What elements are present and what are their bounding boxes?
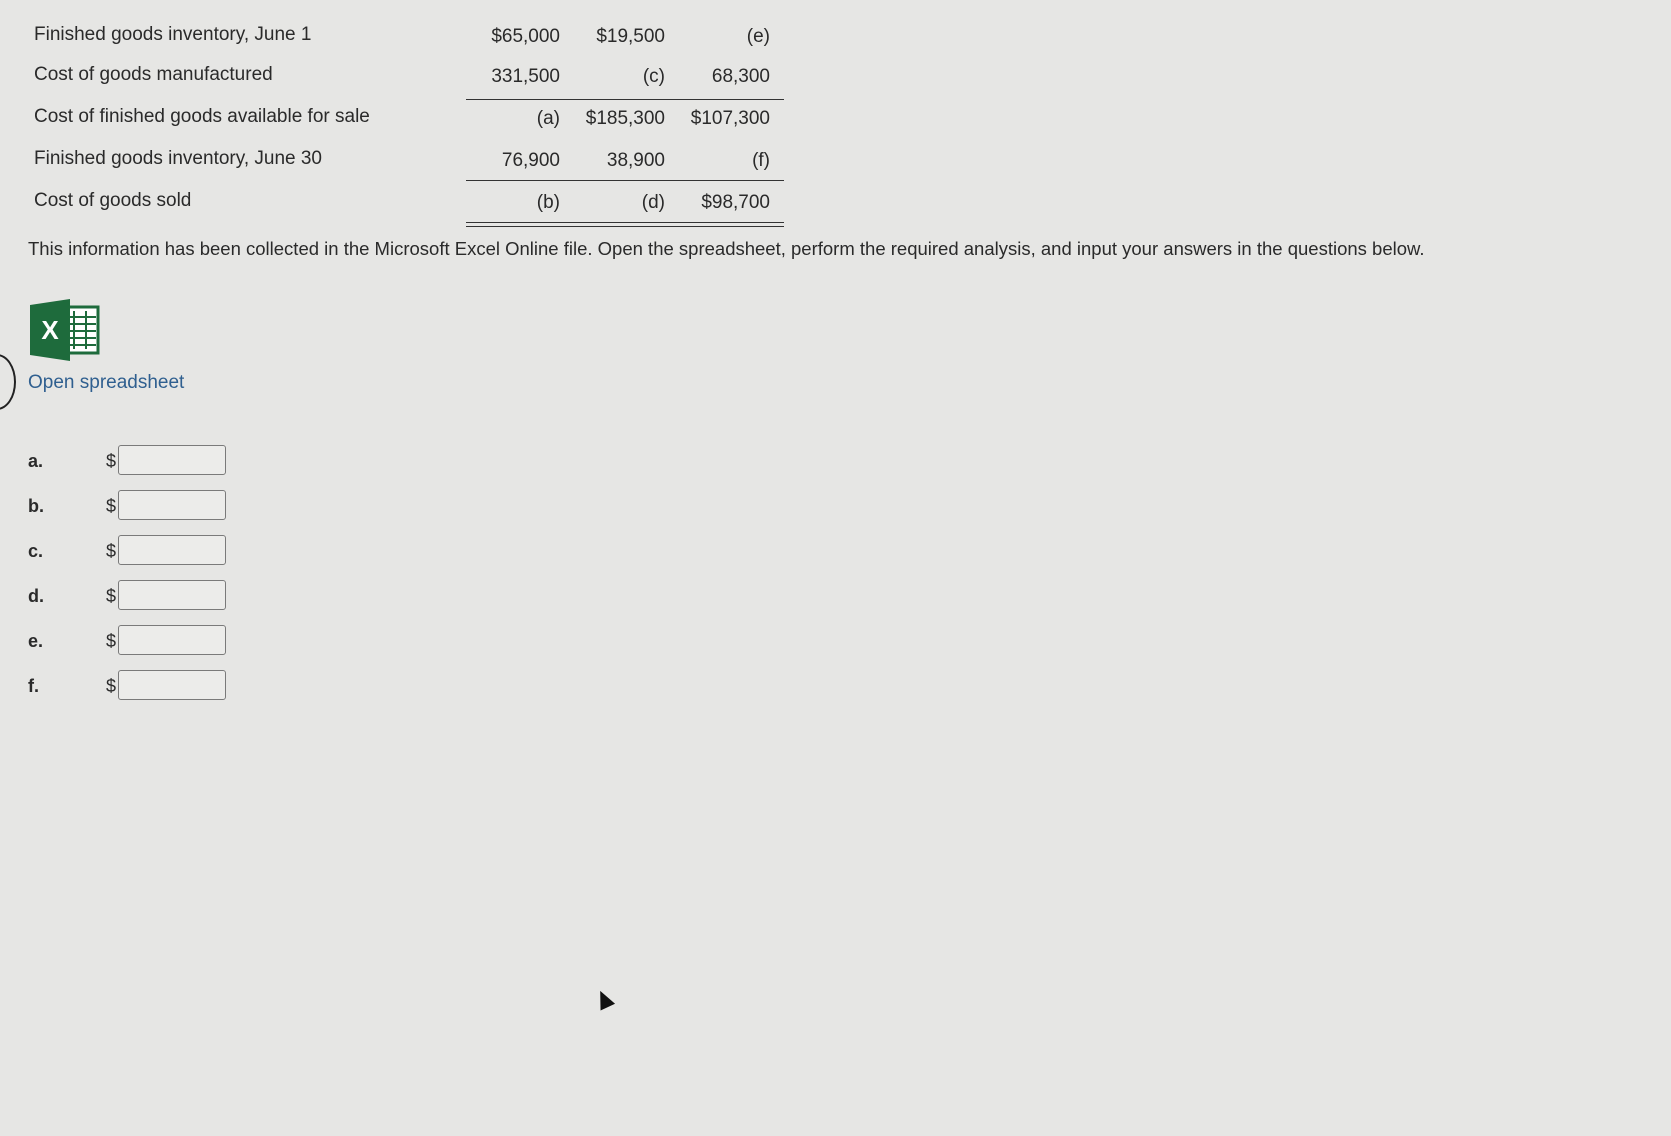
- table-cell: (f): [752, 150, 770, 171]
- answer-c-input[interactable]: [118, 535, 226, 565]
- table-cell: 38,900: [606, 150, 665, 171]
- answer-f-input[interactable]: [118, 670, 226, 700]
- table-cell: 76,900: [501, 150, 560, 171]
- table-cell: $19,500: [596, 26, 665, 47]
- table-cell: (e): [746, 26, 770, 47]
- answer-letter: d.: [28, 586, 44, 606]
- table-cell: $98,700: [701, 192, 770, 213]
- table-cell: $185,300: [585, 108, 665, 129]
- table-cell: $107,300: [690, 108, 770, 129]
- table-row: [34, 142, 794, 182]
- table-row: [34, 58, 794, 98]
- table-cell: (d): [641, 192, 665, 213]
- answer-letter: f.: [28, 676, 39, 696]
- row-label: Cost of goods sold: [34, 190, 192, 211]
- answer-e-input[interactable]: [118, 625, 226, 655]
- instructions-text: This information has been collected in the Microsoft Excel Online file. Open the spreadsheet, perform the required analysis, and input your answers in the questions below.: [28, 238, 1425, 259]
- excel-icon-letter: X: [41, 315, 59, 345]
- table-cell: 68,300: [711, 66, 770, 87]
- currency-symbol: $: [106, 586, 117, 606]
- answer-letter: a.: [28, 451, 44, 471]
- table-cell: (c): [642, 66, 665, 87]
- excel-icon[interactable]: [30, 297, 102, 363]
- answer-a-input[interactable]: [118, 445, 226, 475]
- answer-letter: b.: [28, 496, 44, 516]
- answer-b-input[interactable]: [118, 490, 226, 520]
- total-double-rule: [466, 222, 784, 227]
- row-label: Finished goods inventory, June 30: [34, 148, 322, 169]
- answer-d-input[interactable]: [118, 580, 226, 610]
- row-label: Finished goods inventory, June 1: [34, 24, 312, 45]
- table-row: [34, 184, 794, 224]
- currency-symbol: $: [106, 631, 117, 651]
- open-spreadsheet-link[interactable]: Open spreadsheet: [28, 372, 185, 393]
- row-label: Cost of finished goods available for sale: [34, 106, 370, 127]
- table-cell: (b): [536, 192, 560, 213]
- table-row: [34, 100, 794, 140]
- table-cell: 331,500: [491, 66, 560, 87]
- currency-symbol: $: [106, 496, 117, 516]
- answer-letter: c.: [28, 541, 44, 561]
- currency-symbol: $: [106, 451, 117, 471]
- answer-letter: e.: [28, 631, 44, 651]
- subtotal-rule: [466, 180, 784, 181]
- mouse-cursor-icon: [593, 987, 615, 1010]
- table-cell: (a): [536, 108, 560, 129]
- currency-symbol: $: [106, 676, 117, 696]
- focus-ring: [0, 354, 16, 410]
- row-label: Cost of goods manufactured: [34, 64, 273, 85]
- table-cell: $65,000: [491, 26, 560, 47]
- table-row: [34, 18, 794, 58]
- currency-symbol: $: [106, 541, 117, 561]
